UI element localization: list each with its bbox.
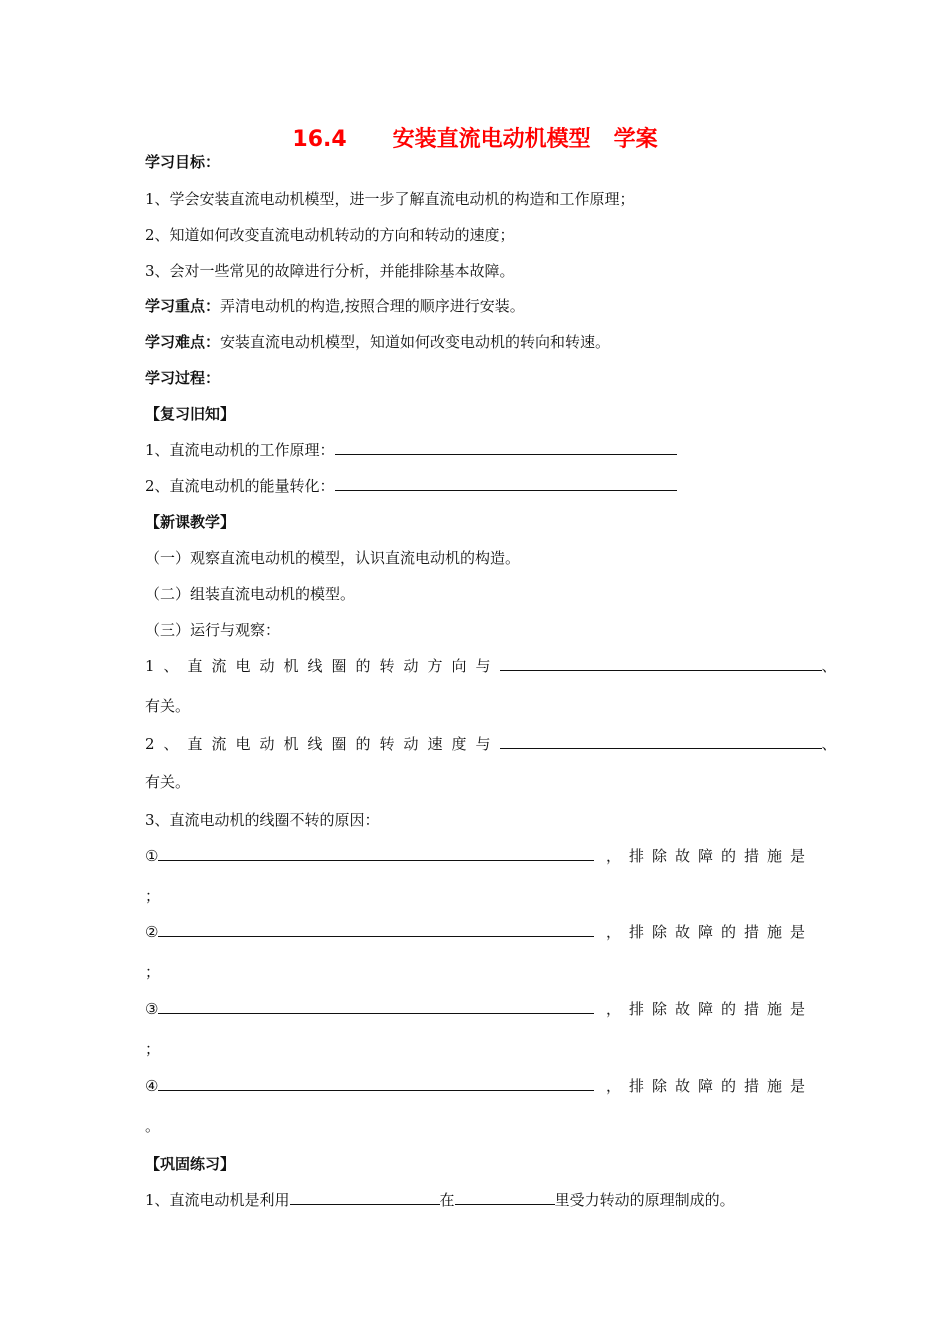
answer-blank[interactable]: [500, 734, 822, 749]
step-3: （三）运行与观察：: [145, 621, 281, 639]
goals-heading: 学习目标：: [145, 153, 221, 171]
new-lesson-heading: 【新课教学】: [145, 513, 236, 531]
difficulty-label: 学习难点：: [145, 333, 221, 351]
fault-marker: ③: [145, 1000, 159, 1018]
goal-item-3: 3、会对一些常见的故障进行分析，并能排除基本故障。: [145, 262, 515, 280]
fault-2-suffix: ，排除故障的措施是: [606, 923, 814, 941]
answer-blank[interactable]: [455, 1190, 555, 1205]
question-2-tail: 有关。: [145, 773, 191, 791]
question-3: 3、直流电动机的线圈不转的原因：: [145, 811, 380, 829]
fault-4: [145, 1076, 594, 1096]
step-1: （一）观察直流电动机的模型，认识直流电动机的构造。: [145, 549, 521, 567]
fault-3: [145, 999, 594, 1019]
difficulty: [145, 332, 610, 352]
process-heading: 学习过程：: [145, 369, 221, 387]
goal-item-1: 1、学会安装直流电动机模型，进一步了解直流电动机的构造和工作原理；: [145, 190, 635, 208]
goal-item-2: 2、知道如何改变直流电动机转动的方向和转动的速度；: [145, 226, 515, 244]
fault-marker: ①: [145, 847, 159, 865]
difficulty-text: 安装直流电动机模型，知道如何改变电动机的转向和转速。: [220, 333, 611, 351]
key-point: [145, 296, 525, 316]
answer-blank[interactable]: [158, 999, 594, 1014]
review-heading: 【复习旧知】: [145, 405, 236, 423]
review-item-2: [145, 476, 677, 496]
practice-q1-part-b: 在: [439, 1191, 455, 1209]
answer-blank[interactable]: [500, 656, 822, 671]
practice-question-1: [145, 1190, 735, 1210]
question-2: [145, 734, 837, 754]
question-2-end: 、: [821, 735, 837, 753]
fault-4-tail: 。: [145, 1117, 161, 1135]
review-item-1-text: 1、直流电动机的工作原理：: [145, 441, 335, 459]
fault-1-tail: ；: [145, 887, 161, 905]
question-1-text: 1、直流电动机线圈的转动方向与: [145, 657, 500, 675]
answer-blank[interactable]: [158, 846, 594, 861]
fault-2-tail: ；: [145, 963, 161, 981]
page-title: 16.4 安装直流电动机模型 学案: [292, 127, 658, 152]
fault-4-suffix: ，排除故障的措施是: [606, 1077, 814, 1095]
step-2: （二）组装直流电动机的模型。: [145, 585, 356, 603]
key-point-label: 学习重点：: [145, 297, 221, 315]
review-item-2-text: 2、直流电动机的能量转化：: [145, 477, 335, 495]
fault-1: [145, 846, 594, 866]
review-item-1: [145, 440, 677, 460]
practice-heading: 【巩固练习】: [145, 1155, 236, 1173]
fault-marker: ②: [145, 923, 159, 941]
fault-3-tail: ；: [145, 1040, 161, 1058]
answer-blank[interactable]: [290, 1190, 440, 1205]
question-1-tail: 有关。: [145, 697, 191, 715]
fault-2: [145, 922, 594, 942]
answer-blank[interactable]: [158, 1076, 594, 1091]
question-1: [145, 656, 837, 676]
fault-1-suffix: ，排除故障的措施是: [606, 847, 814, 865]
key-point-text: 弄清电动机的构造,按照合理的顺序进行安装。: [220, 297, 525, 315]
answer-blank[interactable]: [158, 922, 594, 937]
answer-blank[interactable]: [335, 440, 677, 455]
fault-3-suffix: ，排除故障的措施是: [606, 1000, 814, 1018]
question-1-end: 、: [821, 657, 837, 675]
answer-blank[interactable]: [335, 476, 677, 491]
fault-marker: ④: [145, 1077, 159, 1095]
practice-q1-part-c: 里受力转动的原理制成的。: [554, 1191, 735, 1209]
practice-q1-part-a: 1、直流电动机是利用: [145, 1191, 290, 1209]
question-2-text: 2、直流电动机线圈的转动速度与: [145, 735, 500, 753]
